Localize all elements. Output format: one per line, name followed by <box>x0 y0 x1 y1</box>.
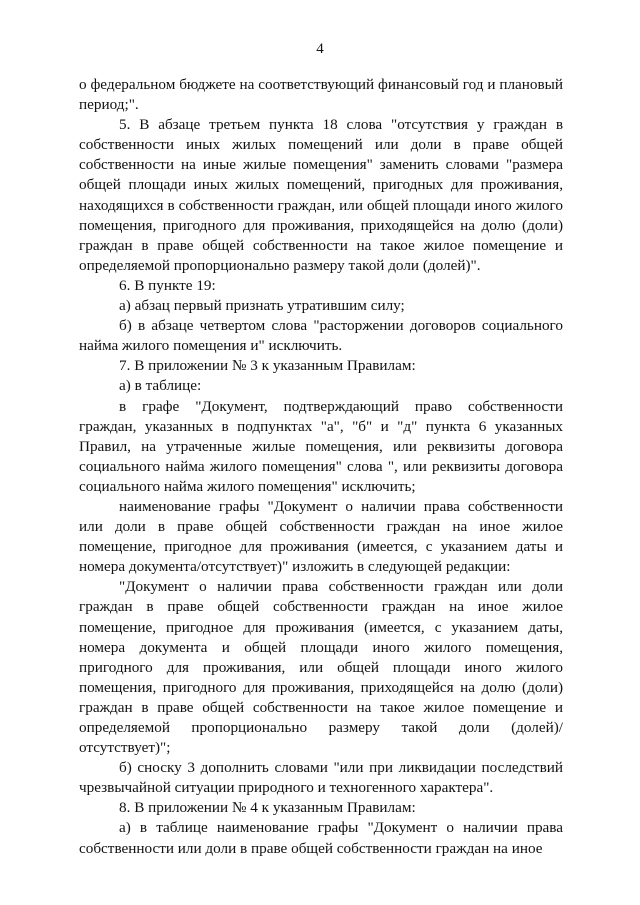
paragraph: 8. В приложении № 4 к указанным Правилам: <box>119 799 416 817</box>
paragraph: а) в таблице наименование графы "Документ о наличии права собственности или доли в праве общей собственности граждан на иное <box>79 819 563 857</box>
paragraph: "Документ о наличии права собственности граждан или доли граждан в праве общей собственности граждан на иное жилое помещение, пригодное для проживания (имеется, с указанием даты, номера документа и общей площади иного жилого помещения, пригодного для проживания, или общей площади иного жилого помещения, пригодного для проживания, приходящейся на долю (доли) граждан в праве общей собственности на такое жилое помещение и определяемой пропорционально размеру такой доли (долей)/отсутствует)"; <box>79 578 563 757</box>
document-body <box>79 75 563 859</box>
paragraph: о федеральном бюджете на соответствующий финансовый год и плановый период;". <box>79 76 563 114</box>
page-number: 4 <box>316 41 324 57</box>
paragraph: б) сноску 3 дополнить словами "или при ликвидации последствий чрезвычайной ситуации природного и техногенного характера". <box>79 759 563 797</box>
paragraph: а) в таблице: <box>119 377 202 395</box>
paragraph: в графе "Документ, подтверждающий право собственности граждан, указанных в подпунктах "а", "б" и "д" пункта 6 указанных Правил, на утраченные жилые помещения, или реквизиты договора социального найма жилого помещения" слова ", или реквизиты договора социального найма жилого помещения" исключить; <box>79 397 563 495</box>
paragraph: б) в абзаце четвертом слова "расторжении договоров социального найма жилого помещения и" исключить. <box>79 317 563 355</box>
paragraph: 6. В пункте 19: <box>119 276 216 294</box>
paragraph: наименование графы "Документ о наличии права собственности или доли в праве общей собственности граждан на иное жилое помещение, пригодное для проживания (имеется, с указанием даты и номера документа/отсутствует)" изложить в следующей редакции: <box>79 497 563 576</box>
paragraph: 7. В приложении № 3 к указанным Правилам: <box>119 357 416 375</box>
paragraph: 5. В абзаце третьем пункта 18 слова "отсутствия у граждан в собственности иных жилых помещений или доли в праве общей собственности на иные жилые помещения" заменить словами "размера общей площади иных жилых помещений, пригодных для проживания, находящихся в собственности граждан, или общей площади иного жилого помещения, пригодного для проживания, приходящейся на долю (доли) граждан в праве общей собственности на такое жилое помещение и определяемой пропорционально размеру такой доли (долей)". <box>79 116 563 274</box>
paragraph: а) абзац первый признать утратившим силу; <box>119 297 405 315</box>
